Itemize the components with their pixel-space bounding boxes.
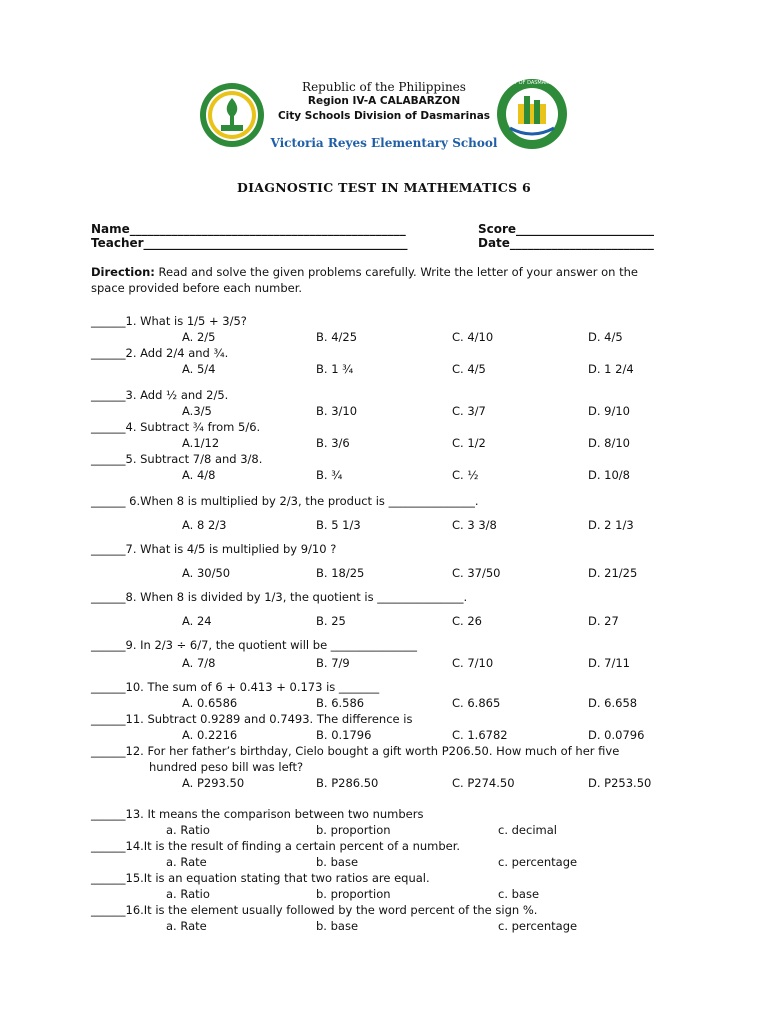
choice-14c: c. percentage: [498, 855, 578, 869]
choice-9d: D. 7/11: [588, 656, 630, 670]
question-12: ______12. For her father’s birthday, Cielo bought a gift worth P206.50. How much of her five: [91, 744, 620, 758]
choice-1a: A. 2/5: [182, 330, 216, 344]
choice-6c: C. 3 3/8: [452, 518, 497, 532]
direction-label: Direction:: [91, 265, 155, 279]
choice-4d: D. 8/10: [588, 436, 630, 450]
choice-8c: C. 26: [452, 614, 482, 628]
choice-9c: C. 7/10: [452, 656, 494, 670]
choice-16a: a. Rate: [166, 919, 207, 933]
choice-7c: C. 37/50: [452, 566, 501, 580]
choice-5b: B. ¾: [316, 468, 343, 482]
question-12-continued: hundred peso bill was left?: [149, 760, 304, 774]
choice-7d: D. 21/25: [588, 566, 638, 580]
question-4: ______4. Subtract ¾ from 5/6.: [91, 420, 261, 434]
question-15: ______15.It is an equation stating that two ratios are equal.: [91, 871, 430, 885]
choice-5a: A. 4/8: [182, 468, 216, 482]
choice-10d: D. 6.658: [588, 696, 638, 710]
question-13: ______13. It means the comparison between two numbers: [91, 807, 424, 821]
choice-3b: B. 3/10: [316, 404, 358, 418]
question-6: ______ 6.When 8 is multiplied by 2/3, the product is _______________.: [91, 494, 479, 508]
choice-13b: b. proportion: [316, 823, 391, 837]
question-9: ______9. In 2/3 ÷ 6/7, the quotient will be _______________: [91, 638, 418, 652]
question-5: ______5. Subtract 7/8 and 3/8.: [91, 452, 263, 466]
header-region: Region IV-A CALABARZON: [307, 95, 461, 107]
choice-12c: C. P274.50: [452, 776, 515, 790]
choice-14a: a. Rate: [166, 855, 207, 869]
choice-10b: B. 6.586: [316, 696, 365, 710]
question-8: ______8. When 8 is divided by 1/3, the quotient is _______________.: [91, 590, 468, 604]
school-name: Victoria Reyes Elementary School: [270, 136, 498, 150]
choice-9a: A. 7/8: [182, 656, 216, 670]
choice-7b: B. 18/25: [316, 566, 365, 580]
choice-1d: D. 4/5: [588, 330, 623, 344]
choice-7a: A. 30/50: [182, 566, 231, 580]
choice-16c: c. percentage: [498, 919, 578, 933]
choice-2c: C. 4/5: [452, 362, 486, 376]
name-field[interactable]: Name______________________________________________: [91, 222, 406, 236]
choice-13c: c. decimal: [498, 823, 557, 837]
choice-15a: a. Ratio: [166, 887, 210, 901]
choice-12b: B. P286.50: [316, 776, 379, 790]
choice-4a: A.1/12: [182, 436, 220, 450]
question-2: ______2. Add 2/4 and ¾.: [91, 346, 229, 360]
choice-1c: C. 4/10: [452, 330, 494, 344]
choice-11d: D. 0.0796: [588, 728, 645, 742]
test-title: DIAGNOSTIC TEST IN MATHEMATICS 6: [236, 180, 532, 195]
choice-2b: B. 1 ¾: [316, 362, 354, 376]
direction-text: Read and solve the given problems carefully. Write the letter of your answer on the: [154, 265, 638, 279]
choice-15b: b. proportion: [316, 887, 391, 901]
choice-4b: B. 3/6: [316, 436, 350, 450]
score-field[interactable]: Score_______________________: [478, 222, 655, 236]
choice-6a: A. 8 2/3: [182, 518, 227, 532]
choice-6d: D. 2 1/3: [588, 518, 634, 532]
choice-11c: C. 1.6782: [452, 728, 508, 742]
choice-2d: D. 1 2/4: [588, 362, 634, 376]
choice-12d: D. P253.50: [588, 776, 652, 790]
choice-3c: C. 3/7: [452, 404, 486, 418]
choice-4c: C. 1/2: [452, 436, 486, 450]
choice-8d: D. 27: [588, 614, 619, 628]
question-14: ______14.It is the result of finding a certain percent of a number.: [91, 839, 461, 853]
choice-3d: D. 9/10: [588, 404, 630, 418]
direction-line-1: [91, 265, 638, 279]
question-1: ______1. What is 1/5 + 3/5?: [91, 314, 247, 328]
question-10: ______10. The sum of 6 + 0.413 + 0.173 is _______: [91, 680, 380, 694]
logo-right-text: CITY OF DASMARIÑAS: [506, 80, 561, 86]
header-division: City Schools Division of Dasmarinas: [277, 110, 491, 122]
question-3: ______3. Add ½ and 2/5.: [91, 388, 229, 402]
direction-line-2: space provided before each number.: [91, 281, 303, 295]
choice-8a: A. 24: [182, 614, 212, 628]
teacher-field[interactable]: Teacher____________________________________________: [91, 236, 408, 250]
date-field[interactable]: Date________________________: [478, 236, 654, 250]
question-11: ______11. Subtract 0.9289 and 0.7493. The difference is: [91, 712, 413, 726]
choice-2a: A. 5/4: [182, 362, 216, 376]
choice-5d: D. 10/8: [588, 468, 630, 482]
choice-5c: C. ½: [452, 468, 479, 482]
choice-15c: c. base: [498, 887, 540, 901]
choice-6b: B. 5 1/3: [316, 518, 361, 532]
choice-11a: A. 0.2216: [182, 728, 238, 742]
choice-11b: B. 0.1796: [316, 728, 372, 742]
choice-3a: A.3/5: [182, 404, 212, 418]
choice-16b: b. base: [316, 919, 359, 933]
question-16: ______16.It is the element usually followed by the word percent of the sign %.: [91, 903, 538, 917]
choice-9b: B. 7/9: [316, 656, 350, 670]
header-republic: Republic of the Philippines: [302, 80, 466, 94]
choice-13a: a. Ratio: [166, 823, 210, 837]
choice-10c: C. 6.865: [452, 696, 501, 710]
choice-12a: A. P293.50: [182, 776, 245, 790]
choice-8b: B. 25: [316, 614, 346, 628]
choice-10a: A. 0.6586: [182, 696, 238, 710]
choice-1b: B. 4/25: [316, 330, 358, 344]
choice-14b: b. base: [316, 855, 359, 869]
question-7: ______7. What is 4/5 is multiplied by 9/10 ?: [91, 542, 337, 556]
